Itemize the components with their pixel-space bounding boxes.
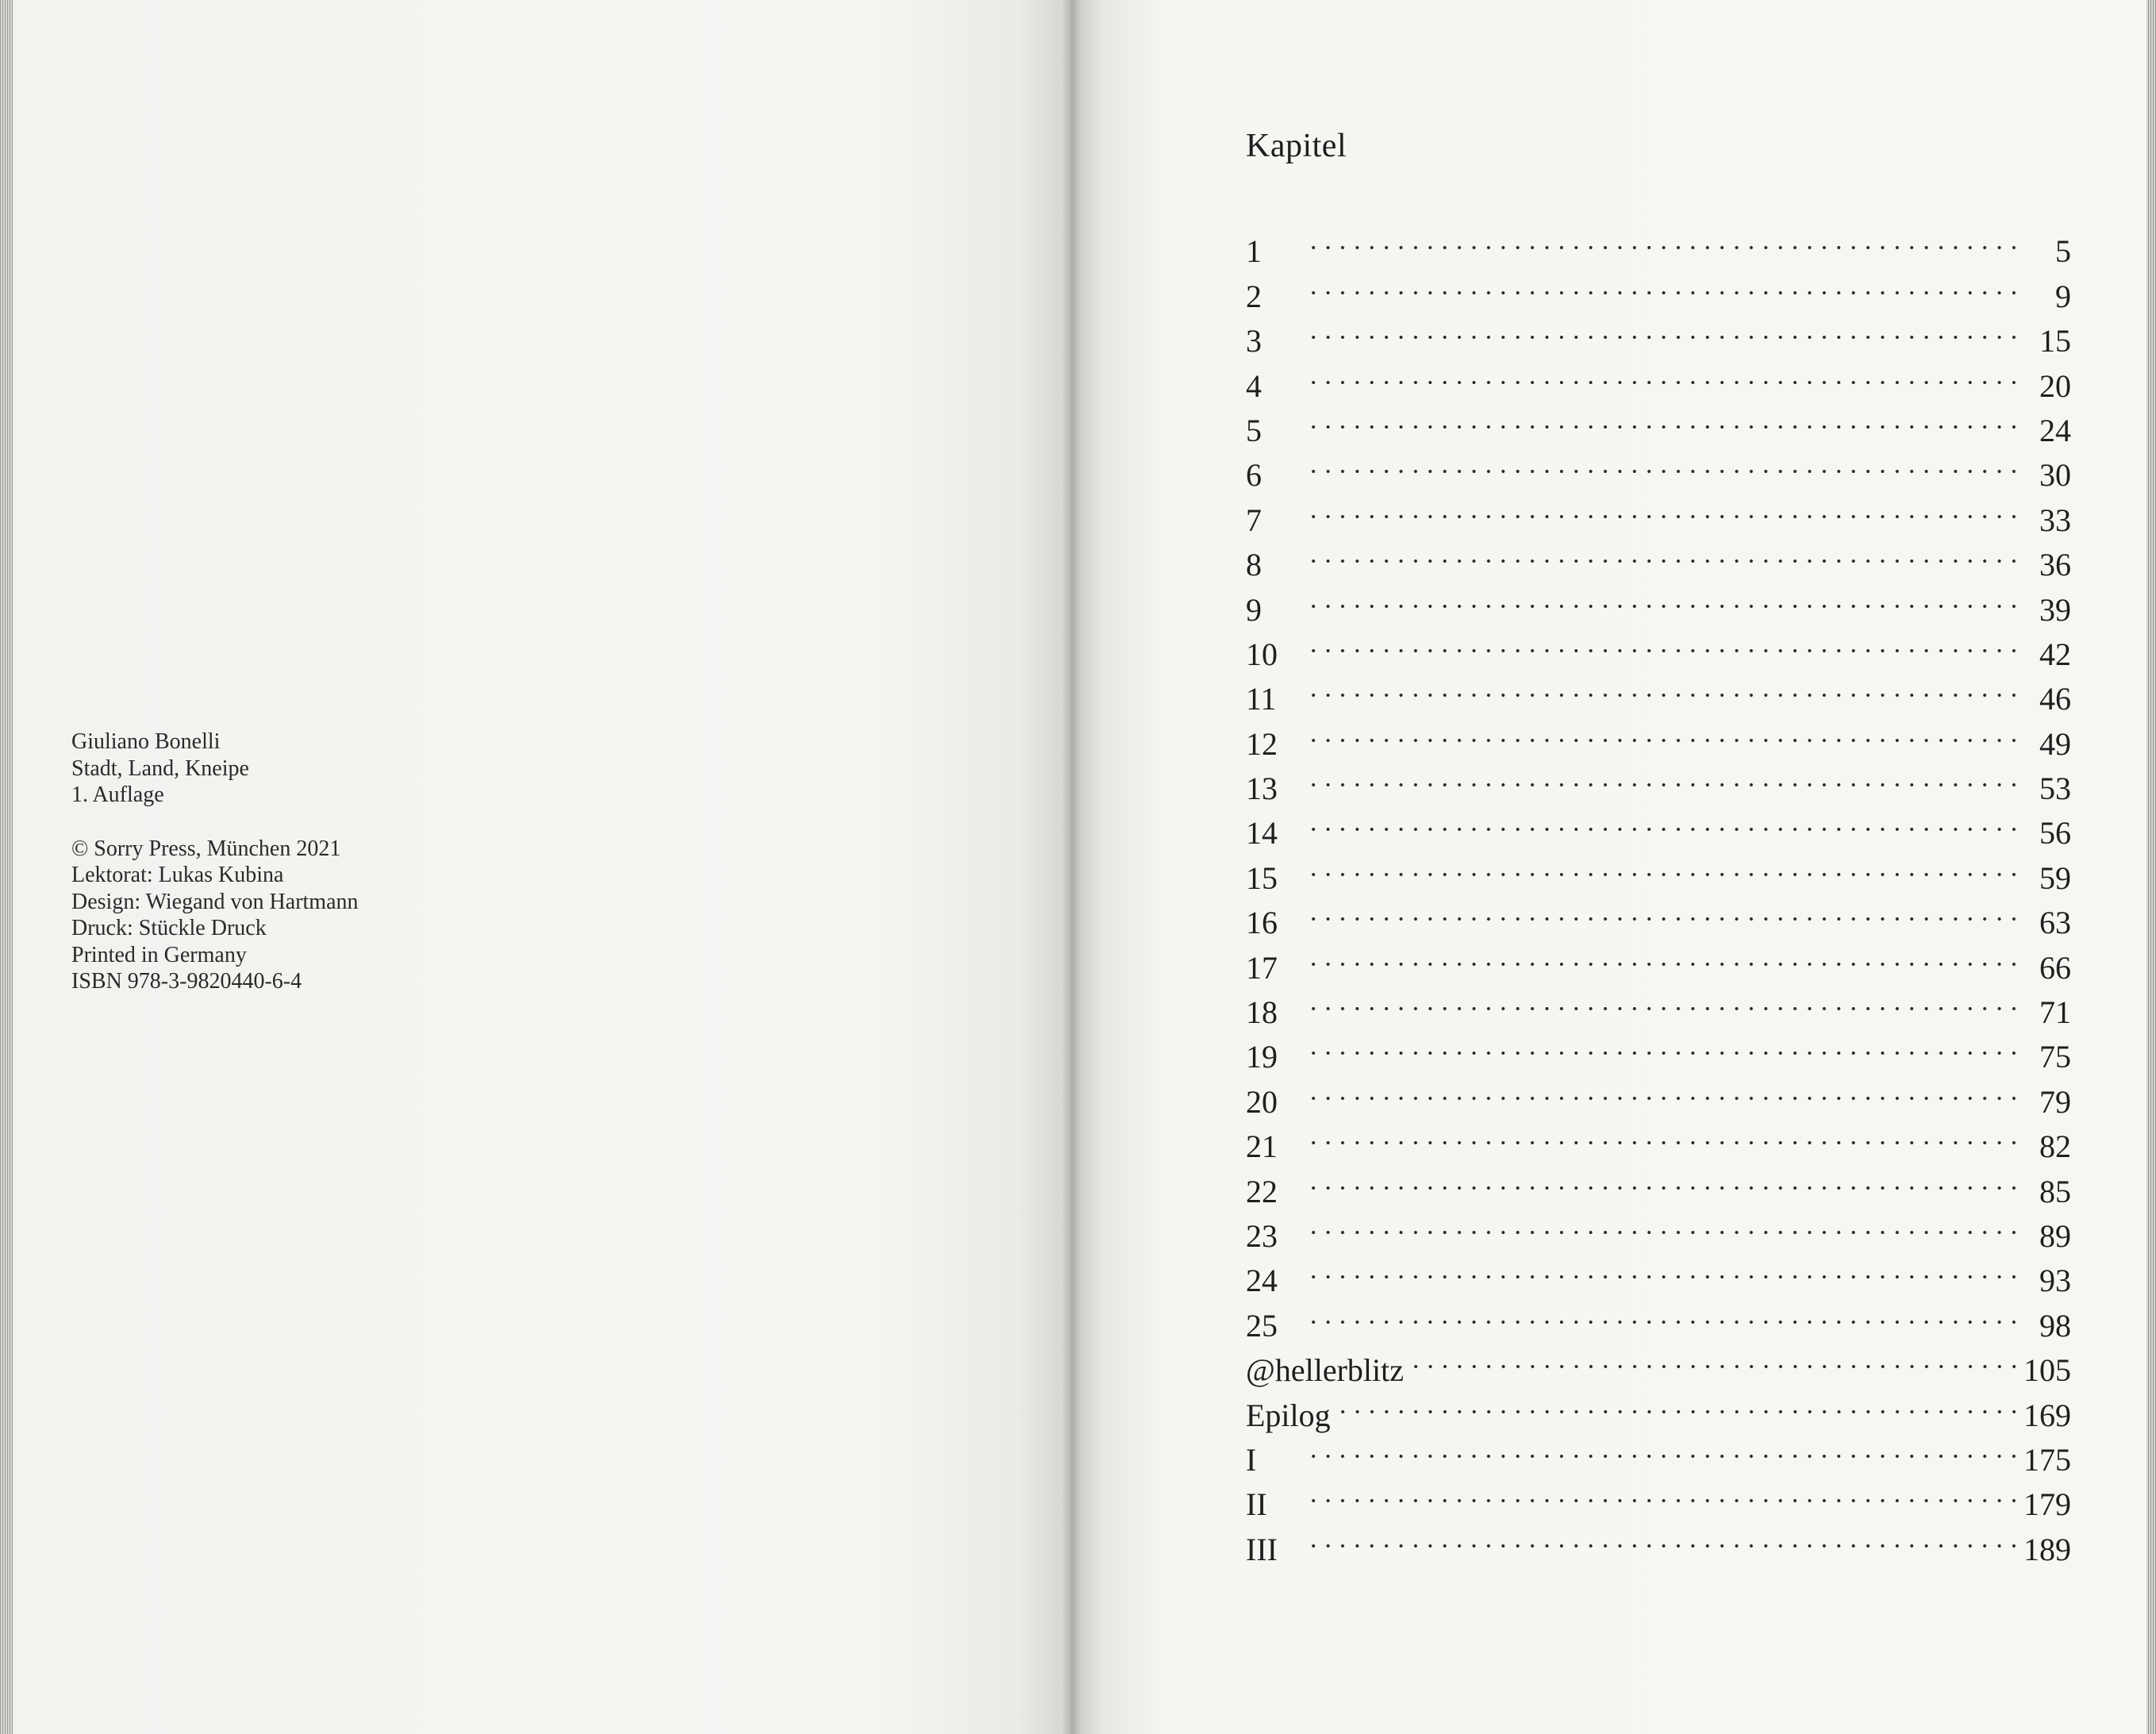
toc-entry-label: II <box>1246 1486 1267 1523</box>
toc-entry-label: 23 <box>1246 1217 1278 1254</box>
toc-entry <box>1246 1471 2071 1523</box>
imprint-title: Stadt, Land, Kneipe <box>71 756 249 781</box>
toc-entry-label: 2 <box>1246 278 1262 314</box>
toc-entry <box>1246 1023 2071 1075</box>
toc-entry <box>1246 933 2071 986</box>
toc-entry-page: 36 <box>2039 547 2071 583</box>
toc-dot-leader <box>1306 307 2023 352</box>
toc-entry-page: 9 <box>2055 278 2071 314</box>
imprint-printed-in: Printed in Germany <box>71 942 247 967</box>
toc-dot-leader <box>1306 1515 2023 1559</box>
toc-entry-page: 169 <box>2023 1397 2071 1433</box>
toc-entry-page: 93 <box>2039 1263 2071 1299</box>
toc-dot-leader <box>1306 1157 2023 1201</box>
toc-entry-label: 14 <box>1246 815 1278 852</box>
imprint-isbn: ISBN 978-3-9820440-6-4 <box>71 969 302 994</box>
toc-dot-leader <box>1306 709 2023 754</box>
toc-entry <box>1246 755 2071 807</box>
toc-entry-page: 24 <box>2039 412 2071 448</box>
toc-entry-page: 105 <box>2023 1352 2071 1389</box>
toc-entry-page: 20 <box>2039 367 2071 404</box>
toc-dot-leader <box>1306 621 2023 665</box>
toc-dot-leader <box>1306 1113 2023 1157</box>
toc-dot-leader <box>1306 217 2023 262</box>
toc-entry-label: 13 <box>1246 771 1278 807</box>
toc-dot-leader <box>1306 1023 2023 1067</box>
toc-entry <box>1246 1067 2071 1120</box>
toc-entry-label: 5 <box>1246 412 1262 448</box>
toc-entry-page: 89 <box>2039 1217 2071 1254</box>
toc-entry-page: 59 <box>2039 859 2071 896</box>
toc-entry-page: 85 <box>2039 1173 2071 1209</box>
book-gutter <box>1062 0 1081 1734</box>
toc-heading: Kapitel <box>1246 128 1347 164</box>
toc-entry-label: 19 <box>1246 1039 1278 1075</box>
toc-entry <box>1246 441 2071 494</box>
table-of-contents <box>1246 217 2071 1567</box>
toc-dot-leader <box>1306 441 2023 486</box>
toc-entry-label: 20 <box>1246 1083 1278 1120</box>
toc-entry-page: 15 <box>2039 323 2071 359</box>
toc-entry-label: I <box>1246 1441 1257 1478</box>
toc-entry <box>1246 1381 2071 1433</box>
toc-entry-page: 5 <box>2055 233 2071 270</box>
toc-entry <box>1246 1157 2071 1209</box>
toc-entry <box>1246 1247 2071 1299</box>
toc-entry-page: 33 <box>2039 502 2071 538</box>
toc-dot-leader <box>1306 889 2023 933</box>
toc-entry-label: 17 <box>1246 949 1278 986</box>
toc-dot-leader <box>1306 352 2023 396</box>
toc-entry <box>1246 531 2071 583</box>
toc-entry <box>1246 665 2071 717</box>
toc-dot-leader <box>1306 575 2023 620</box>
imprint-print: Druck: Stückle Druck <box>71 916 267 940</box>
imprint-design: Design: Wiegand von Hartmann <box>71 889 359 914</box>
toc-entry-label: 15 <box>1246 859 1278 896</box>
toc-entry-label: Epilog <box>1246 1397 1331 1433</box>
toc-entry-page: 56 <box>2039 815 2071 852</box>
toc-entry <box>1246 978 2071 1031</box>
toc-entry-label: 25 <box>1246 1307 1278 1344</box>
toc-dot-leader <box>1306 1471 2023 1515</box>
imprint-copyright: © Sorry Press, München 2021 <box>71 836 341 861</box>
toc-entry <box>1246 1336 2071 1389</box>
toc-entry <box>1246 486 2071 538</box>
toc-entry <box>1246 709 2071 762</box>
toc-entry-label: 4 <box>1246 367 1262 404</box>
toc-dot-leader <box>1306 755 2023 799</box>
toc-entry-label: 9 <box>1246 591 1262 628</box>
toc-entry-label: 22 <box>1246 1173 1278 1209</box>
toc-entry <box>1246 799 2071 852</box>
toc-dot-leader <box>1306 262 2023 306</box>
toc-entry-label: 16 <box>1246 905 1278 941</box>
toc-dot-leader <box>1306 486 2023 530</box>
toc-entry-label: 3 <box>1246 323 1262 359</box>
toc-dot-leader <box>1306 1291 2023 1336</box>
toc-entry <box>1246 1291 2071 1344</box>
toc-entry-label: 8 <box>1246 547 1262 583</box>
toc-entry <box>1246 352 2071 404</box>
toc-dot-leader <box>1306 978 2023 1023</box>
toc-entry <box>1246 1515 2071 1567</box>
toc-entry <box>1246 621 2071 672</box>
toc-dot-leader <box>1306 665 2023 709</box>
toc-dot-leader <box>1306 844 2023 888</box>
toc-entry-label: 1 <box>1246 233 1262 270</box>
imprint-editor: Lektorat: Lukas Kubina <box>71 863 284 887</box>
toc-entry <box>1246 889 2071 941</box>
toc-entry <box>1246 1202 2071 1254</box>
toc-dot-leader <box>1306 1202 2023 1247</box>
toc-entry-page: 46 <box>2039 681 2071 717</box>
toc-entry-page: 30 <box>2039 457 2071 494</box>
toc-dot-leader <box>1335 1381 2023 1425</box>
toc-entry-label: 6 <box>1246 457 1262 494</box>
toc-entry-page: 75 <box>2039 1039 2071 1075</box>
imprint-edition: 1. Auflage <box>71 782 164 807</box>
toc-entry-label: 7 <box>1246 502 1262 538</box>
toc-entry-page: 39 <box>2039 591 2071 628</box>
toc-dot-leader <box>1409 1336 2023 1381</box>
imprint-block <box>71 729 359 995</box>
toc-entry <box>1246 307 2071 359</box>
toc-entry <box>1246 217 2071 270</box>
toc-entry-label: 11 <box>1246 681 1277 717</box>
toc-entry-label: 18 <box>1246 994 1278 1031</box>
toc-entry-page: 71 <box>2039 994 2071 1031</box>
toc-entry-page: 98 <box>2039 1307 2071 1344</box>
toc-entry-label: 24 <box>1246 1263 1278 1299</box>
toc-entry <box>1246 1426 2071 1478</box>
page-stack-right <box>2146 0 2156 1734</box>
toc-entry <box>1246 262 2071 314</box>
toc-entry-page: 42 <box>2039 636 2071 672</box>
toc-entry-page: 179 <box>2023 1486 2071 1523</box>
toc-entry-page: 49 <box>2039 725 2071 762</box>
toc-entry-label: @hellerblitz <box>1246 1352 1404 1389</box>
toc-entry-page: 79 <box>2039 1083 2071 1120</box>
toc-entry-label: 10 <box>1246 636 1278 672</box>
toc-dot-leader <box>1306 1426 2023 1471</box>
toc-entry-page: 189 <box>2023 1531 2071 1567</box>
imprint-author: Giuliano Bonelli <box>71 729 221 754</box>
toc-entry <box>1246 397 2071 448</box>
toc-entry <box>1246 844 2071 896</box>
toc-entry <box>1246 1113 2071 1165</box>
toc-entry-page: 66 <box>2039 949 2071 986</box>
toc-entry-page: 175 <box>2023 1441 2071 1478</box>
toc-entry-label: III <box>1246 1531 1278 1567</box>
toc-dot-leader <box>1306 397 2023 441</box>
toc-entry-page: 63 <box>2039 905 2071 941</box>
toc-entry-label: 12 <box>1246 725 1278 762</box>
page-stack-left <box>0 0 13 1734</box>
toc-dot-leader <box>1306 1067 2023 1112</box>
toc-dot-leader <box>1306 1247 2023 1291</box>
toc-dot-leader <box>1306 933 2023 978</box>
toc-dot-leader <box>1306 799 2023 844</box>
toc-entry-page: 82 <box>2039 1128 2071 1165</box>
toc-entry <box>1246 575 2071 628</box>
toc-entry-page: 53 <box>2039 771 2071 807</box>
toc-dot-leader <box>1306 531 2023 575</box>
toc-entry-label: 21 <box>1246 1128 1278 1165</box>
